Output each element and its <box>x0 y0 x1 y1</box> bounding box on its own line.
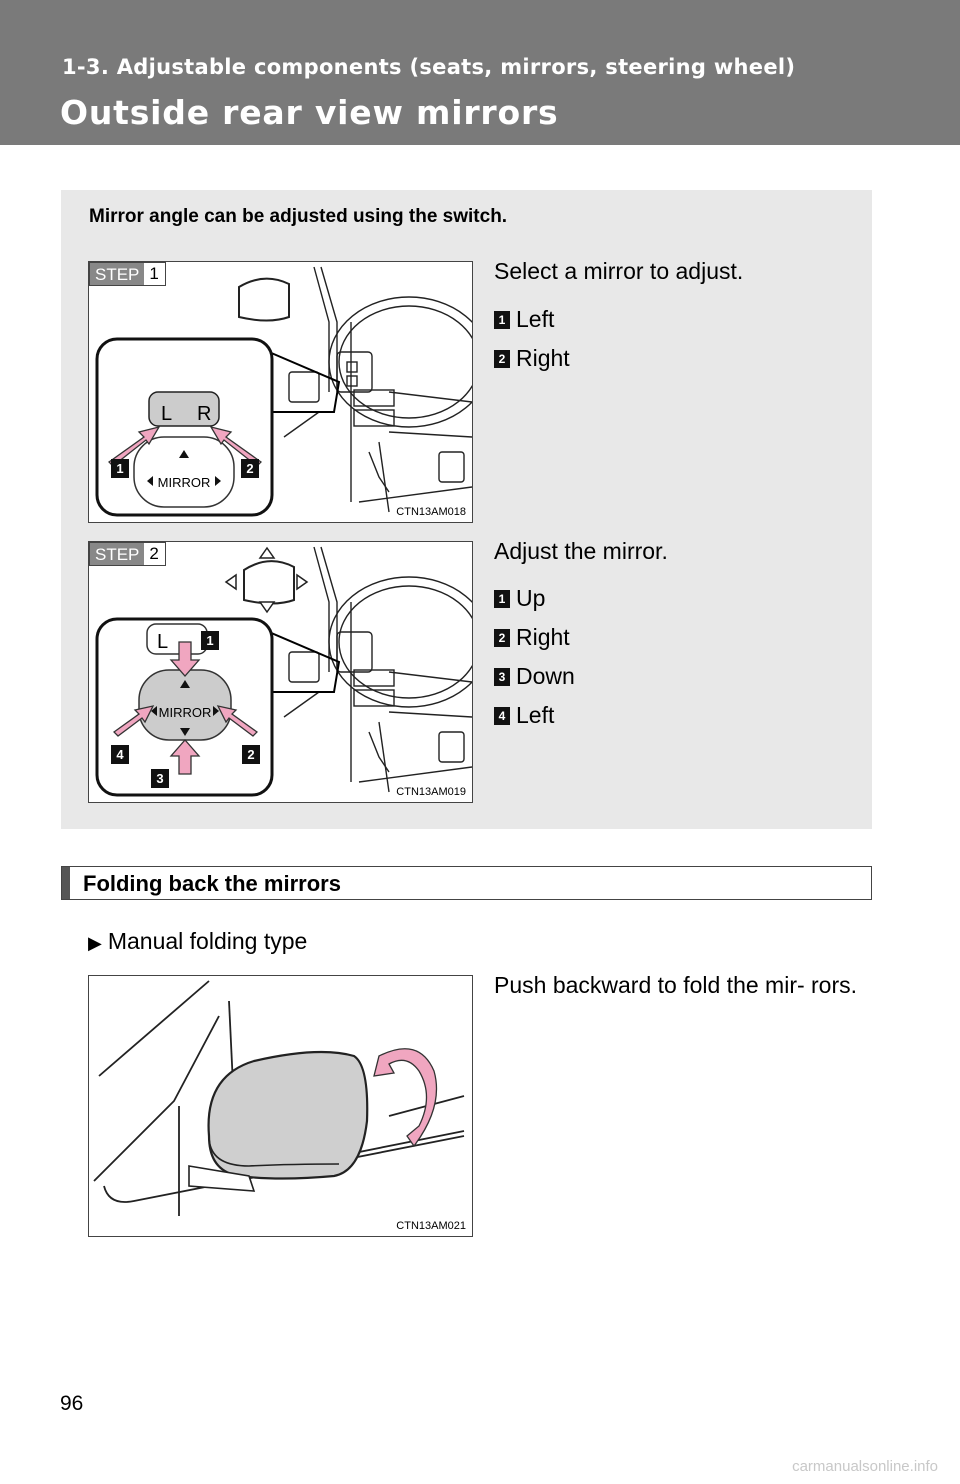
option-number: 1 <box>494 311 510 329</box>
step-tag-number: 1 <box>149 264 159 283</box>
watermark: carmanualsonline.info <box>792 1458 938 1475</box>
folding-description: Push backward to fold the mir- rors. <box>494 972 858 998</box>
page-header <box>0 0 960 145</box>
svg-text:2: 2 <box>246 461 254 476</box>
section-title: 1-3. Adjustable components (seats, mirrors, steering wheel) <box>62 55 796 79</box>
triangle-right-icon: ▶ <box>88 933 102 953</box>
step1-figure <box>88 261 473 523</box>
figure-code: CTN13AM018 <box>396 506 466 518</box>
option-number: 1 <box>494 590 510 608</box>
selector-right-label: R <box>197 403 212 425</box>
svg-text:1: 1 <box>116 461 124 476</box>
folding-heading-bar <box>61 866 872 900</box>
selector-left-label: L <box>157 631 169 653</box>
step-tag-number: 2 <box>149 544 159 563</box>
page-title: Outside rear view mirrors <box>60 93 559 132</box>
page-number: 96 <box>60 1392 84 1415</box>
step1-option-2 <box>494 345 570 372</box>
option-number: 4 <box>494 707 510 725</box>
option-number: 2 <box>494 629 510 647</box>
option-number: 2 <box>494 350 510 368</box>
folding-illustration <box>89 976 472 1236</box>
option-label: Right <box>516 345 570 371</box>
step1-instruction: Select a mirror to adjust. <box>494 258 744 284</box>
step2-illustration <box>89 542 472 802</box>
step2-option-1 <box>494 585 545 612</box>
step2-option-3 <box>494 663 575 690</box>
step1-option-1 <box>494 306 554 333</box>
option-label: Up <box>516 585 546 611</box>
step2-option-2 <box>494 624 570 651</box>
step1-tag <box>89 262 166 286</box>
mirror-switch-label: MIRROR <box>157 475 211 490</box>
folding-subheading <box>88 928 307 955</box>
selector-left-label: L <box>161 403 173 425</box>
option-number: 3 <box>494 668 510 686</box>
intro-text: Mirror angle can be adjusted using the switch. <box>89 206 508 227</box>
svg-text:2: 2 <box>247 747 255 762</box>
step2-option-4 <box>494 702 554 729</box>
svg-text:1: 1 <box>206 633 214 648</box>
option-label: Down <box>516 663 575 689</box>
step2-tag <box>89 542 166 566</box>
step-tag-label: STEP <box>90 543 144 565</box>
step2-instruction: Adjust the mirror. <box>494 538 668 564</box>
step-tag-label: STEP <box>90 263 144 285</box>
figure-code: CTN13AM021 <box>396 1220 466 1232</box>
folding-heading: Folding back the mirrors <box>83 871 341 896</box>
folding-figure <box>88 975 473 1237</box>
mirror-switch-label: MIRROR <box>158 705 212 720</box>
step2-figure <box>88 541 473 803</box>
svg-text:4: 4 <box>116 747 124 762</box>
option-label: Right <box>516 624 570 650</box>
option-label: Left <box>516 702 555 728</box>
subheading-text: Manual folding type <box>107 928 308 954</box>
heading-accent <box>62 867 70 899</box>
option-label: Left <box>516 306 555 332</box>
figure-code: CTN13AM019 <box>396 786 466 798</box>
svg-text:3: 3 <box>156 771 164 786</box>
step1-illustration <box>89 262 472 522</box>
